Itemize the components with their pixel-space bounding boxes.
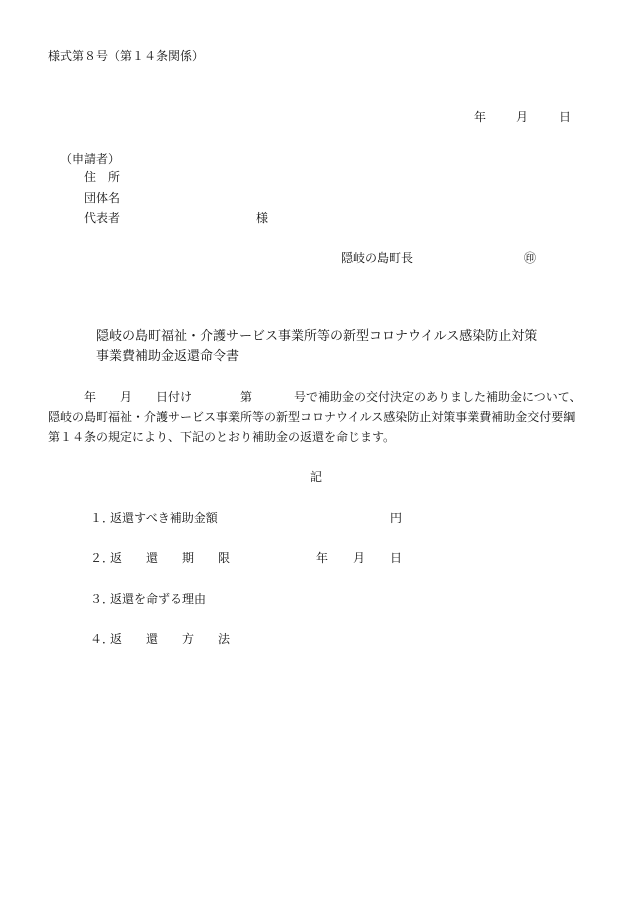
item-2-num: ２． bbox=[90, 551, 115, 565]
date-year: 年 bbox=[474, 110, 487, 124]
item-2-label: 返 還 期 限 bbox=[110, 551, 231, 565]
item-2-year: 年 bbox=[316, 551, 329, 565]
document-title-line2: 事業費補助金返還命令書 bbox=[96, 349, 240, 364]
item-1-suffix: 円 bbox=[390, 511, 403, 525]
item-2-month: 月 bbox=[353, 551, 366, 565]
body-dai: 第 bbox=[240, 390, 253, 404]
item-3-num: ３． bbox=[90, 592, 115, 606]
ki-heading: 記 bbox=[310, 470, 323, 484]
body-year: 年 bbox=[84, 390, 97, 404]
body-month: 月 bbox=[120, 390, 133, 404]
honorific: 様 bbox=[256, 211, 269, 225]
body-line3: 第１４条の規定により、下記のとおり補助金の返還を命じます。 bbox=[48, 430, 396, 444]
body-line2: 隠岐の島町福祉・介護サービス事業所等の新型コロナウイルス感染防止対策事業費補助金交付要綱 bbox=[48, 410, 576, 424]
issuer-title: 隠岐の島町長 bbox=[341, 251, 414, 265]
item-4-label: 返 還 方 法 bbox=[110, 632, 231, 646]
rep-label: 代表者 bbox=[84, 211, 121, 225]
org-label: 団体名 bbox=[84, 191, 121, 205]
item-4-num: ４． bbox=[90, 632, 115, 646]
applicant-heading: （申請者） bbox=[60, 152, 121, 166]
item-3-label: 返還を命ずる理由 bbox=[110, 592, 207, 606]
form-number: 様式第８号（第１４条関係） bbox=[48, 49, 205, 63]
item-1-num: １． bbox=[90, 511, 115, 525]
date-month: 月 bbox=[516, 110, 529, 124]
seal-mark: ㊞ bbox=[524, 251, 537, 265]
body-line1-rest: 号で補助金の交付決定のありました補助金について、 bbox=[294, 390, 582, 404]
address-label: 住 所 bbox=[84, 170, 121, 184]
document-title-line1: 隠岐の島町福祉・介護サービス事業所等の新型コロナウイルス感染防止対策 bbox=[96, 329, 538, 344]
body-date: 日付け bbox=[156, 390, 193, 404]
date-day: 日 bbox=[559, 110, 572, 124]
item-2-day: 日 bbox=[390, 551, 403, 565]
item-1-label: 返還すべき補助金額 bbox=[110, 511, 218, 525]
